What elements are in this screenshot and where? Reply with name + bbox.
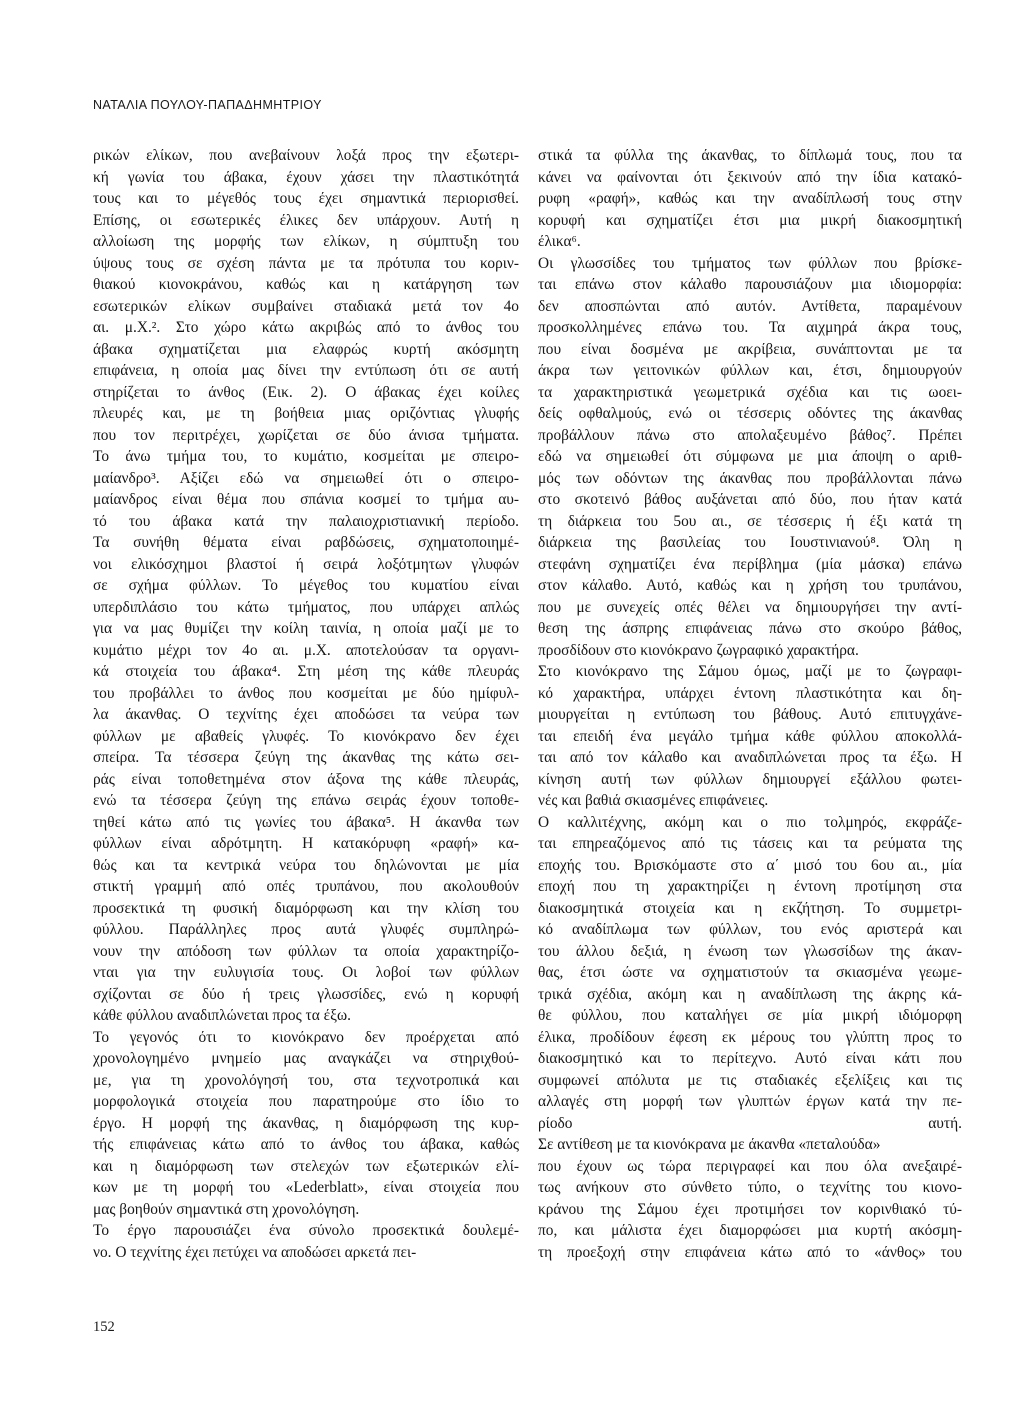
text-line: σπείρα. Τα τέσσερα ζεύγη της άκανθας της κάτω σει- — [93, 749, 519, 766]
text-line: αλλοίωση της μορφής των ελίκων, η σύμπτυξη του — [93, 233, 519, 250]
page-number: 152 — [93, 1319, 115, 1335]
text-line: ται επηρεαζόμενος από τις τάσεις και τα ρεύματα της — [538, 835, 962, 852]
text-line: Σε αντίθεση με τα κιονόκρανα με άκανθα «πεταλούδα» — [538, 1136, 881, 1153]
text-line: κορυφή και σχηματίζει έτσι μια μικρή διακοσμητική — [538, 211, 962, 229]
text-line: και η διαμόρφωση των στελεχών των εξωτερικών ελί- — [93, 1157, 519, 1175]
text-line: ρικών ελίκων, που ανεβαίνουν λοξά προς την εξωτερι- — [93, 147, 519, 164]
text-line: νουν την απόδοση των φύλλων τα οποία χαρακτηρίζο- — [93, 942, 519, 960]
text-line: νοι ελικόσχημοι βλαστοί ή σειρά λοξότμητων γλυφών — [93, 555, 519, 573]
text-line: ται επάνω στον κάλαθο παρουσιάζουν μια ιδιομορφία: — [538, 276, 962, 293]
text-line: με, για τη χρονολόγησή του, στα τεχνοτροπικά και — [93, 1071, 519, 1089]
text-line: του άλλου δεξιά, η ένωση των γλωσσίδων της άκαν- — [538, 942, 962, 960]
text-line: στο σκοτεινό βάθος αυξάνεται από δύο, που ήταν κατά — [538, 491, 962, 508]
text-line: Ο καλλιτέχνης, ακόμη και ο πιο τολμηρός, εκφράζε- — [538, 813, 962, 831]
text-line: τής επιφάνειας κάτω από το άνθος του άβακα, καθώς — [93, 1136, 519, 1153]
text-line: δείς οφθαλμούς, ενώ οι τέσσερις οδόντες της άκανθας — [538, 405, 962, 422]
text-line: κράνου της Σάμου έχει προτιμήσει τον κορινθιακό τύ- — [538, 1200, 962, 1218]
text-line: κων με τη μορφή του «Lederblatt», είναι στοιχεία που — [93, 1179, 519, 1196]
text-line: έργο. Η μορφή της άκανθας, η διαμόρφωση της κυρ- — [93, 1114, 519, 1132]
text-line: στηρίζεται το άνθος (Εικ. 2). Ο άβακας έχει κοίλες — [93, 383, 519, 401]
text-line: διάρκεια της βασιλείας του Ιουστινιανού⁸. Όλη η — [538, 534, 962, 551]
text-line: στεφάνη σχηματίζει ένα περίβλημα (μία μάσκα) επάνω — [538, 555, 962, 573]
text-line: αι. μ.Χ.². Στο χώρο κάτω ακριβώς από το άνθος του — [93, 319, 519, 336]
text-line: μιουργείται η εντύπωση του βάθους. Αυτό επιτυγχάνε- — [538, 706, 962, 723]
text-line: διακοσμητικά στοιχεία και η εκζήτηση. Το συμμετρι- — [538, 899, 962, 917]
text-line: μαίανδρος είναι θέμα που σπάνια κοσμεί το τμήμα αυ- — [93, 491, 519, 508]
text-line: έλικα⁶. — [538, 233, 581, 250]
text-line: ύψους τους σε σχέση πάντα με τα πρότυπα του κοριν- — [93, 254, 519, 272]
text-line: μός των οδόντων της άκανθας που προβάλλονται πάνω — [538, 469, 962, 487]
text-line: επιφάνεια, η οποία μας δίνει την εντύπωση ότι σε αυτή — [93, 362, 519, 379]
text-line: εδώ να σημειωθεί ότι σύμφωνα με μια άποψη ο αριθ- — [538, 448, 962, 465]
text-line: κάνει να φαίνονται ότι ξεκινούν από την ίδια κατακό- — [538, 168, 962, 186]
text-line: Στο κιονόκρανο της Σάμου όμως, μαζί με το ζωγραφι- — [538, 663, 962, 680]
text-line: δεν αποσπώνται από αυτόν. Αντίθετα, παραμένουν — [538, 297, 962, 315]
text-line: σχίζονται σε δύο ή τρεις γλωσσίδες, ενώ η κορυφή — [93, 985, 519, 1003]
text-line: αλλαγές στη μορφή των γλυπτών έργων κατά την πε- — [538, 1093, 962, 1110]
text-line: χρονολογημένο μνημείο μας αναγκάζει να στηριχθού- — [93, 1050, 519, 1067]
text-line: φύλλων είναι αδρότμητη. Η κατακόρυφη «ραφή» κα- — [93, 835, 519, 852]
text-line: τη προεξοχή στην επιφάνεια κάτω από το «άνθος» του — [538, 1243, 962, 1261]
text-line: διακοσμητικό και το περίτεχνο. Αυτό είναι κάτι που — [538, 1050, 962, 1067]
text-line: στικά τα φύλλα της άκανθας, το δίπλωμά τους, που τα — [538, 147, 962, 164]
text-line: κίνηση αυτή των φύλλων δημιουργεί εξάλλου φωτει- — [538, 770, 962, 788]
text-line: στικτή γραμμή από οπές τρυπάνου, που ακολουθούν — [93, 878, 519, 895]
text-line: ρυφη «ραφή», καθώς και την αναδίπλωσή τους στην — [538, 190, 962, 207]
text-line: προβάλλουν πάνω στο απολαξευμένο βάθος⁷. Πρέπει — [538, 426, 962, 444]
text-line: που με συνεχείς οπές θέλει να δημιουργήσει την αντί- — [538, 598, 962, 616]
text-line: τους και το μέγεθός τους έχει σημαντικά περιορισθεί. — [93, 190, 519, 207]
text-line: φύλλων με αβαθείς γλυφές. Το κιονόκρανο δεν έχει — [93, 727, 519, 745]
text-line: άκρα των γειτονικών φύλλων και, έτσι, δημιουργούν — [538, 362, 962, 379]
text-line: ράς είναι τοποθετημένα στον άξονα της κάθε πλευράς, — [93, 770, 519, 788]
text-line: τηθεί κάτω από τις γωνίες του άβακα⁵. Η άκανθα των — [93, 813, 519, 831]
text-line: φύλλου. Παράλληλες προς αυτά γλυφές συμπληρώ- — [93, 921, 519, 938]
text-line: πο, και μάλιστα έχει διαμορφώσει μια κυρτή ακόσμη- — [538, 1222, 962, 1239]
text-line: τως ανήκουν στο σύνθετο τύπο, ο τεχνίτης του κιονο- — [538, 1179, 962, 1196]
text-line: Το γεγονός ότι το κιονόκρανο δεν προέρχεται από — [93, 1028, 519, 1046]
text-line: του προβάλλει το άνθος που κοσμείται με δύο ημίφυλ- — [93, 684, 519, 702]
running-head: ΝΑΤΑΛΙΑ ΠΟΥΛΟΥ-ΠΑΠΑΔΗΜΗΤΡΙΟΥ — [93, 98, 322, 112]
text-line: που τον περιτρέχει, χωρίζεται σε δύο άνισα τμήματα. — [93, 426, 519, 444]
text-line: κυμάτιο μέχρι τον 4ο αι. μ.Χ. αποτελούσαν τα οργανι- — [93, 641, 519, 659]
text-line: κό χαρακτήρα, υπάρχει έντονη πλαστικότητα και δη- — [538, 684, 962, 702]
text-line: νο. Ο τεχνίτης έχει πετύχει να αποδώσει αρκετά πει- — [93, 1243, 417, 1261]
text-line: τη διάρκεια του 5ου αι., σε τέσσερις ή έξι κατά τη — [538, 512, 962, 530]
text-line: θας, έτσι ώστε να σχηματιστούν τα σκιασμένα γεωμε- — [538, 964, 962, 981]
left-column — [93, 145, 519, 1263]
text-line: που έχουν ως τώρα περιγραφεί και που όλα ανεξαιρέ- — [538, 1157, 962, 1175]
text-line: ενώ τα τέσσερα ζεύγη της επάνω σειράς έχουν τοποθε- — [93, 792, 519, 809]
text-line: που είναι δοσμένα με ακρίβεια, συνάπτονται με τα — [538, 340, 962, 358]
text-line: στον κάλαθο. Αυτό, καθώς και η χρήση του τρυπάνου, — [538, 577, 962, 594]
text-line: μας βοηθούν σημαντικά στη χρονολόγηση. — [93, 1200, 360, 1218]
text-line: ται επειδή ένα μεγάλο τμήμα κάθε φύλλου αποκολλά- — [538, 727, 962, 745]
text-line: για να μας θυμίζει την κοίλη ταινία, η οποία μαζί με το — [93, 620, 519, 637]
text-line: Τα συνήθη θέματα είναι ραβδώσεις, σχηματοποιημέ- — [93, 534, 519, 551]
text-line: Το έργο παρουσιάζει ένα σύνολο προσεκτικά δουλεμέ- — [93, 1222, 519, 1239]
text-line: κά στοιχεία του άβακα⁴. Στη μέση της κάθε πλευράς — [93, 663, 519, 680]
text-line: νές και βαθιά σκιασμένες επιφάνειες. — [538, 792, 769, 809]
text-line: κή γωνία του άβακα, έχουν χάσει την πλαστικότητά — [93, 168, 519, 186]
text-line: ρίοδο αυτή. — [538, 1114, 962, 1132]
text-line: έλικα, προδίδουν έφεση εκ μέρους του γλύπτη προς το — [538, 1028, 962, 1046]
text-line: Επίσης, οι εσωτερικές έλικες δεν υπάρχουν. Αυτή η — [93, 211, 519, 229]
text-line: θεση της άσπρης επιφάνειας πάνω στο σκούρο βάθος, — [538, 620, 962, 637]
text-line: εποχής του. Βρισκόμαστε στο α΄ μισό του 6ου αι., μία — [538, 856, 962, 874]
text-line: άβακα σχηματίζεται μια ελαφρώς κυρτή ακόσμητη — [93, 340, 519, 358]
text-line: Οι γλωσσίδες του τμήματος των φύλλων που βρίσκε- — [538, 254, 962, 272]
text-line: λα άκανθας. Ο τεχνίτης έχει αποδώσει τα νεύρα των — [93, 706, 519, 723]
text-line: εσωτερικών ελίκων συμβαίνει σταδιακά μετά τον 4ο — [93, 297, 519, 315]
right-column — [538, 145, 962, 1263]
text-line: εποχή που τη χαρακτηρίζει η έντονη προτίμηση στα — [538, 878, 962, 895]
text-line: θε φύλλου, που καταλήγει σε μία μικρή ιδιόμορφη — [538, 1007, 962, 1024]
text-line: τα χαρακτηριστικά γεωμετρικά σχέδια και τις ωοει- — [538, 383, 962, 401]
text-line: κό αναδίπλωμα των φύλλων, του ενός αριστερά και — [538, 921, 962, 938]
text-line: τό του άβακα κατά την παλαιοχριστιανική περίοδο. — [93, 512, 519, 530]
text-line: προσεκτικά τη φυσική διαμόρφωση και την κλίση του — [93, 899, 519, 917]
text-line: μαίανδρο³. Αξίζει εδώ να σημειωθεί ότι ο σπειρο- — [93, 469, 519, 487]
text-line: συμφωνεί απόλυτα με τις σταδιακές εξελίξεις και τις — [538, 1071, 962, 1089]
text-line: πλευρές και, με τη βοήθεια μιας οριζόντιας γλυφής — [93, 405, 519, 422]
text-line: υπερδιπλάσιο του κάτω τμήματος, που υπάρχει απλώς — [93, 598, 519, 616]
text-line: προσδίδουν στο κιονόκρανο ζωγραφικό χαρακτήρα. — [538, 641, 859, 659]
text-line: Το άνω τμήμα του, το κυμάτιο, κοσμείται με σπειρο- — [93, 448, 519, 465]
text-line: νται για την ευλυγισία τους. Οι λοβοί των φύλλων — [93, 964, 519, 981]
text-line: μορφολογικά στοιχεία που παρατηρούμε στο ίδιο το — [93, 1093, 519, 1110]
text-line: τρικά σχέδια, ακόμη και η αναδίπλωση της άκρης κά- — [538, 985, 962, 1003]
text-line: θιακού κιονοκράνου, καθώς και η κατάργηση των — [93, 276, 519, 293]
text-line: ται από τον κάλαθο και αναδιπλώνεται προς τα έξω. Η — [538, 749, 962, 766]
text-line: κάθε φύλλου αναδιπλώνεται προς τα έξω. — [93, 1007, 351, 1024]
text-line: θώς και τα κεντρικά νεύρα του δηλώνονται με μία — [93, 856, 519, 874]
text-line: προσκολλημένες επάνω του. Τα αιχμηρά άκρα τους, — [538, 319, 962, 336]
text-line: σε σχήμα φύλλων. Το μέγεθος του κυματίου είναι — [93, 577, 519, 594]
